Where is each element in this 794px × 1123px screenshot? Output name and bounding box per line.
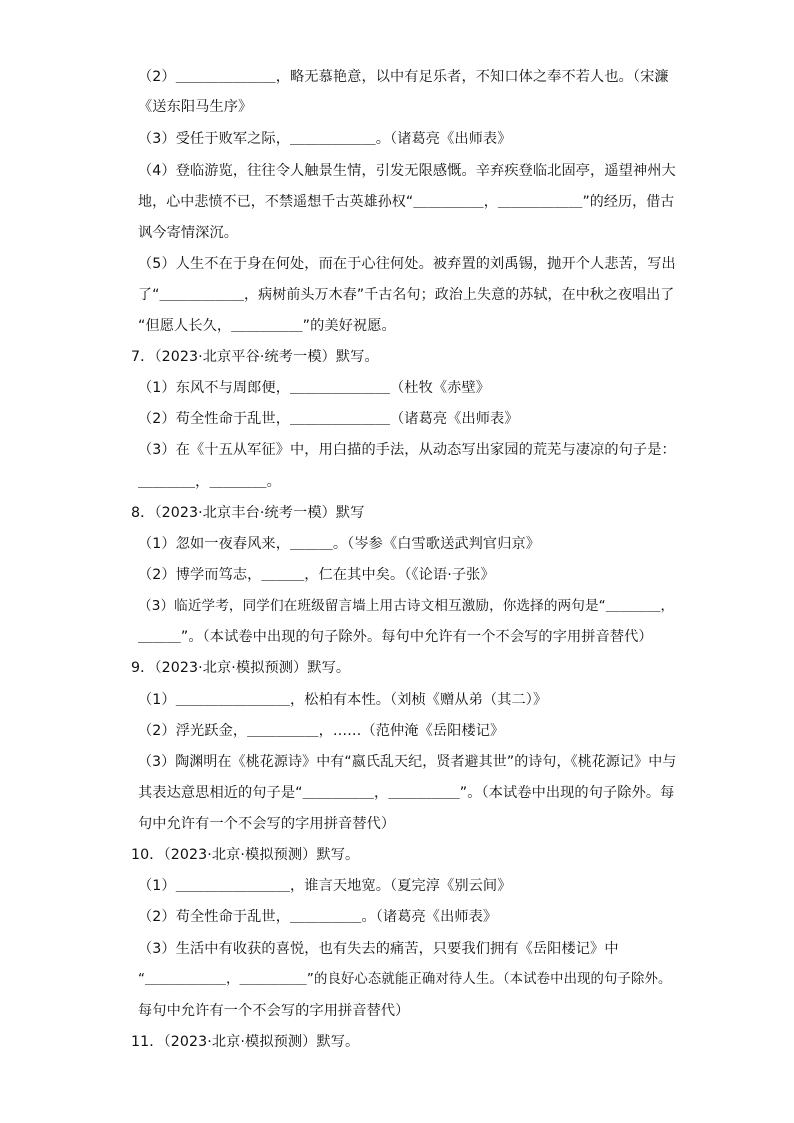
text-line: ＿＿＿”。（本试卷中出现的句子除外。每句中允许有一个不会写的字用拼音替代）: [138, 629, 653, 645]
text-line: （3）受任于败军之际，＿＿＿＿＿＿。（诸葛亮《出师表》: [138, 131, 512, 147]
text-line: （2）苟全性命于乱世，＿＿＿＿＿。（诸葛亮《出师表》: [138, 909, 498, 925]
text-line: （3）在《十五从军征》中，用白描的手法，从动态写出家园的荒芜与凄凉的句子是：: [138, 442, 676, 458]
text-line: 句中允许有一个不会写的字用拼音替代）: [138, 816, 396, 832]
text-line: ＿＿＿＿，＿＿＿＿。: [138, 474, 281, 490]
text-line: （3）陶渊明在《桃花源诗》中有“嬴氏乱天纪，贤者避其世”的诗句，《桃花源记》中与: [138, 754, 677, 770]
text-line: （1）忽如一夜春风来，＿＿＿。（岑参《白雪歌送武判官归京》: [138, 536, 541, 552]
text-line: 每句中允许有一个不会写的字用拼音替代）: [138, 1003, 410, 1019]
text-line: 其表达意思相近的句子是“＿＿＿＿＿，＿＿＿＿＿”。（本试卷中出现的句子除外。每: [138, 785, 675, 801]
question-heading: 9．（2023·北京·模拟预测）默写。: [131, 660, 351, 676]
text-line: 地，心中悲愤不已，不禁遥想千古英雄孙权“＿＿＿＿＿，＿＿＿＿＿＿”的经历，借古: [138, 194, 675, 210]
text-line: （2）博学而笃志，＿＿＿，仁在其中矣。（《论语·子张》: [138, 567, 495, 583]
text-line: 《送东阳马生序》: [138, 99, 253, 115]
text-line: 了“＿＿＿＿＿＿，病树前头万木春”千古名句；政治上失意的苏轼，在中秋之夜唱出了: [138, 287, 675, 303]
question-heading: 11．（2023·北京·模拟预测）默写。: [131, 1034, 360, 1050]
text-line: （4）登临游览，往往令人触景生情，引发无限感慨。辛弃疾登临北固亭，遥望神州大: [138, 163, 676, 179]
text-line: 讽今寄情深沉。: [138, 225, 239, 241]
text-line: （2）苟全性命于乱世，＿＿＿＿＿＿＿（诸葛亮《出师表》: [138, 411, 519, 427]
text-line: （1）＿＿＿＿＿＿＿＿，谁言天地宽。（夏完淳《别云间》: [138, 878, 512, 894]
text-line: （1）＿＿＿＿＿＿＿＿，松柏有本性。（刘桢《赠从弟（其二）》: [138, 692, 548, 708]
text-line: （1）东风不与周郎便，＿＿＿＿＿＿＿（杜牧《赤壁》: [138, 380, 491, 396]
text-line: （2）浮光跃金，＿＿＿＿＿，……（范仲淹《岳阳楼记》: [138, 723, 505, 739]
text-line: “＿＿＿＿＿＿，＿＿＿＿＿”的良好心态就能正确对待人生。（本试卷中出现的句子除外。: [138, 972, 672, 987]
text-line: “但愿人长久，＿＿＿＿＿”的美好祝愿。: [138, 318, 396, 334]
question-heading: 8．（2023·北京丰台·统考一模）默写: [131, 505, 365, 521]
text-line: （2）＿＿＿＿＿＿＿，略无慕艳意，以中有足乐者，不知口体之奉不若人也。（宋濂: [138, 69, 669, 85]
text-line: （5）人生不在于身在何处，而在于心往何处。被弃置的刘禹锡，抛开个人悲苦，写出: [138, 256, 676, 272]
question-heading: 10．（2023·北京·模拟预测）默写。: [131, 847, 360, 863]
question-heading: 7．（2023·北京平谷·统考一模）默写。: [131, 349, 379, 365]
text-line: （3）临近学考，同学们在班级留言墙上用古诗文相互激励，你选择的两句是“＿＿＿＿，: [138, 598, 675, 614]
text-line: （3）生活中有收获的喜悦，也有失去的痛苦，只要我们拥有《岳阳楼记》中: [138, 941, 619, 957]
